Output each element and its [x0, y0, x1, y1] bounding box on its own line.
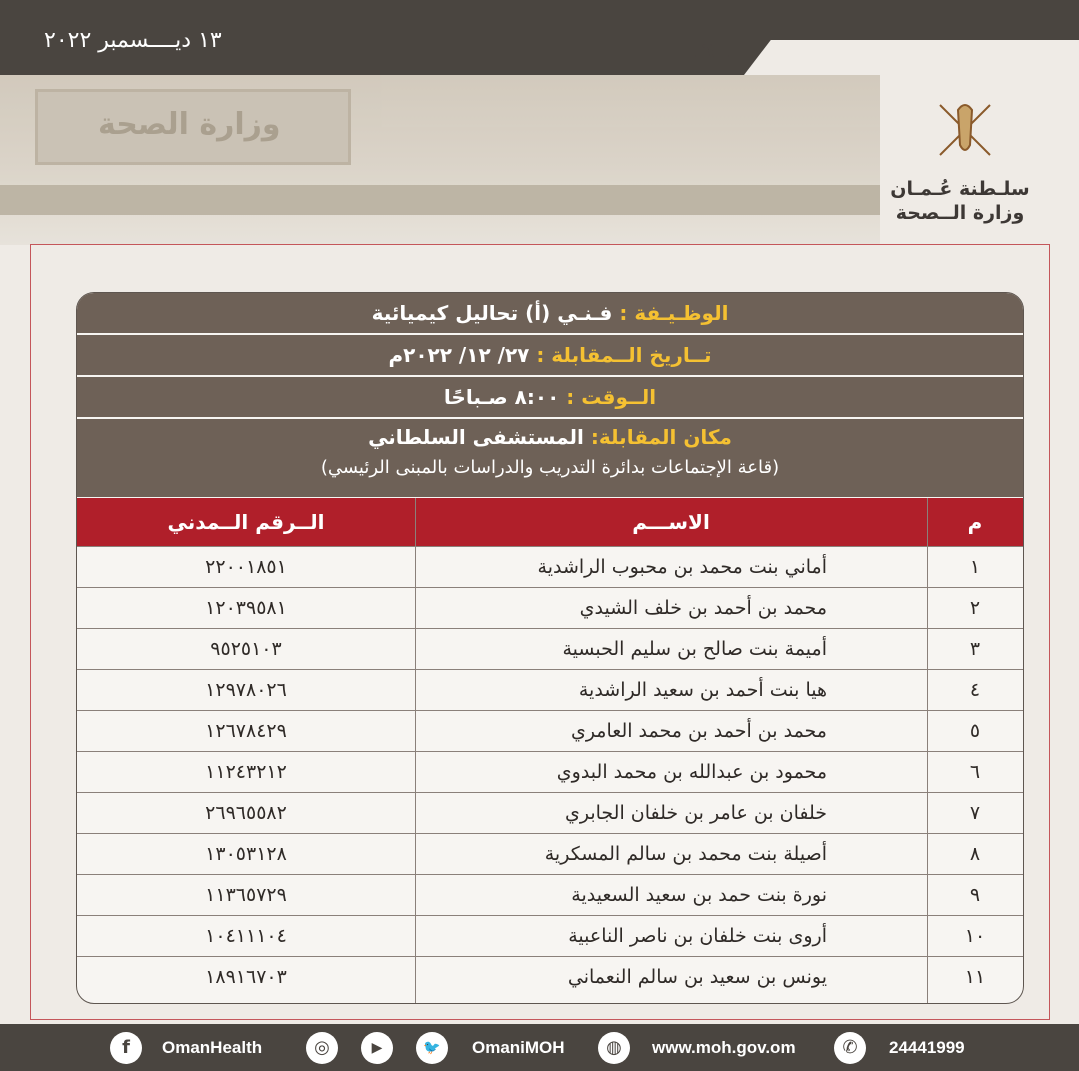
row-number: ٥ [969, 720, 981, 742]
website-link[interactable]: www.moh.gov.om [652, 1038, 796, 1057]
row-number: ٩ [969, 884, 981, 906]
row-civil-number: ٢٦٩٦٥٥٨٢ [205, 802, 287, 824]
row-number: ١ [969, 556, 981, 578]
date-label: تــاريخ الــمقابلة : [536, 343, 712, 367]
table-row [77, 628, 1023, 670]
row-name: يونس بن سعيد بن سالم النعماني [567, 966, 827, 988]
row-civil-number: ١٢٩٧٨٠٢٦ [205, 679, 287, 701]
row-civil-number: ٩٥٢٥١٠٣ [210, 638, 282, 660]
date-row [77, 335, 1023, 377]
row-name: محمد بن أحمد بن خلف الشيدي [579, 597, 827, 619]
table-row [77, 669, 1023, 711]
row-civil-number: ١٣٠٥٣١٢٨ [205, 843, 287, 865]
row-name: أماني بنت محمد بن محبوب الراشدية [537, 556, 827, 578]
row-name: هيا بنت أحمد بن سعيد الراشدية [578, 679, 827, 701]
footer-bar [0, 1024, 1079, 1071]
facebook-handle: OmanHealth [162, 1038, 263, 1057]
place-value: المستشفى السلطاني [368, 425, 584, 449]
table-row [77, 833, 1023, 875]
row-civil-number: ١١٢٤٣٢١٢ [205, 761, 287, 783]
facebook-icon: f [110, 1032, 142, 1064]
row-civil-number: ١٢٠٣٩٥٨١ [205, 597, 287, 619]
row-name: خلفان بن عامر بن خلفان الجابري [564, 802, 827, 824]
place-label: مكان المقابلة: [590, 425, 732, 449]
row-civil-number: ٢٢٠٠١٨٥١ [205, 556, 287, 578]
building-sign [35, 89, 351, 165]
web-icon[interactable]: ◍ [598, 1032, 630, 1064]
table-row [77, 546, 1023, 588]
header-date: ١٣ ديــــسمبر ٢٠٢٢ [44, 28, 222, 53]
column-divider [415, 498, 416, 1003]
row-name: أروى بنت خلفان بن ناصر الناعبية [568, 925, 827, 947]
row-number: ٣ [969, 638, 981, 660]
date-value: ٢٧/ ١٢/ ٢٠٢٢م [388, 343, 530, 367]
table-header [77, 498, 1023, 546]
row-name: محمد بن أحمد بن محمد العامري [570, 720, 827, 742]
header-civil: الــرقم الــمدني [167, 510, 325, 534]
row-number: ٨ [969, 843, 981, 865]
table-row [77, 587, 1023, 629]
page-number: ـ ٦ ـ [688, 38, 728, 62]
row-number: ٢ [969, 597, 981, 619]
time-row [77, 377, 1023, 419]
table-row [77, 874, 1023, 916]
row-number: ٧ [969, 802, 981, 824]
time-label: الــوقت : [566, 385, 657, 409]
row-number: ١١ [964, 966, 986, 988]
phone-icon[interactable]: ✆ [834, 1032, 866, 1064]
job-label: الوظـيـفة : [619, 301, 729, 325]
ministry-emblem-icon [900, 60, 1030, 225]
table-row [77, 710, 1023, 752]
header-name: الاســـم [632, 510, 710, 534]
logo-line-1: سلـطنة عُـمـان [890, 178, 1030, 200]
row-number: ٦ [969, 761, 981, 783]
row-civil-number: ١٢٦٧٨٤٢٩ [205, 720, 287, 742]
interview-card [76, 292, 1024, 1004]
time-value: ٨:٠٠ صـباحًا [443, 385, 560, 409]
table-row [77, 956, 1023, 998]
row-name: نورة بنت حمد بن سعيد السعيدية [571, 884, 827, 906]
place-row [77, 419, 1023, 499]
row-number: ٤ [969, 679, 981, 701]
background-photo [0, 75, 880, 245]
logo-line-2: وزارة الــصحة [895, 202, 1025, 224]
row-name: أميمة بنت صالح بن سليم الحبسية [562, 638, 827, 660]
twitter-handle[interactable]: OmaniMOH [472, 1038, 565, 1057]
row-civil-number: ١٠٤١١١٠٤ [205, 925, 287, 947]
twitter-icon[interactable]: 🐦 [416, 1032, 448, 1064]
building-sign-text: وزارة الصحة [98, 107, 281, 142]
column-divider [927, 498, 928, 1003]
header-no: م [967, 510, 983, 534]
instagram-icon[interactable]: ◎ [306, 1032, 338, 1064]
table-row [77, 792, 1023, 834]
job-row [77, 293, 1023, 335]
table-row [77, 751, 1023, 793]
row-name: أصيلة بنت محمد بن سالم المسكرية [544, 843, 827, 865]
row-civil-number: ١١٣٦٥٧٢٩ [205, 884, 287, 906]
place-note: (قاعة الإجتماعات بدائرة التدريب والدراسات بالمبنى الرئيسي) [320, 457, 780, 478]
row-name: محمود بن عبدالله بن محمد البدوي [556, 761, 827, 783]
hedge [0, 185, 880, 215]
job-value: فـنـي (أ) تحاليل كيميائية [371, 301, 613, 325]
row-number: ١٠ [964, 925, 986, 947]
youtube-icon[interactable]: ▶ [361, 1032, 393, 1064]
row-civil-number: ١٨٩١٦٧٠٣ [205, 966, 287, 988]
phone-number[interactable]: 24441999 [889, 1038, 965, 1057]
table-row [77, 915, 1023, 957]
